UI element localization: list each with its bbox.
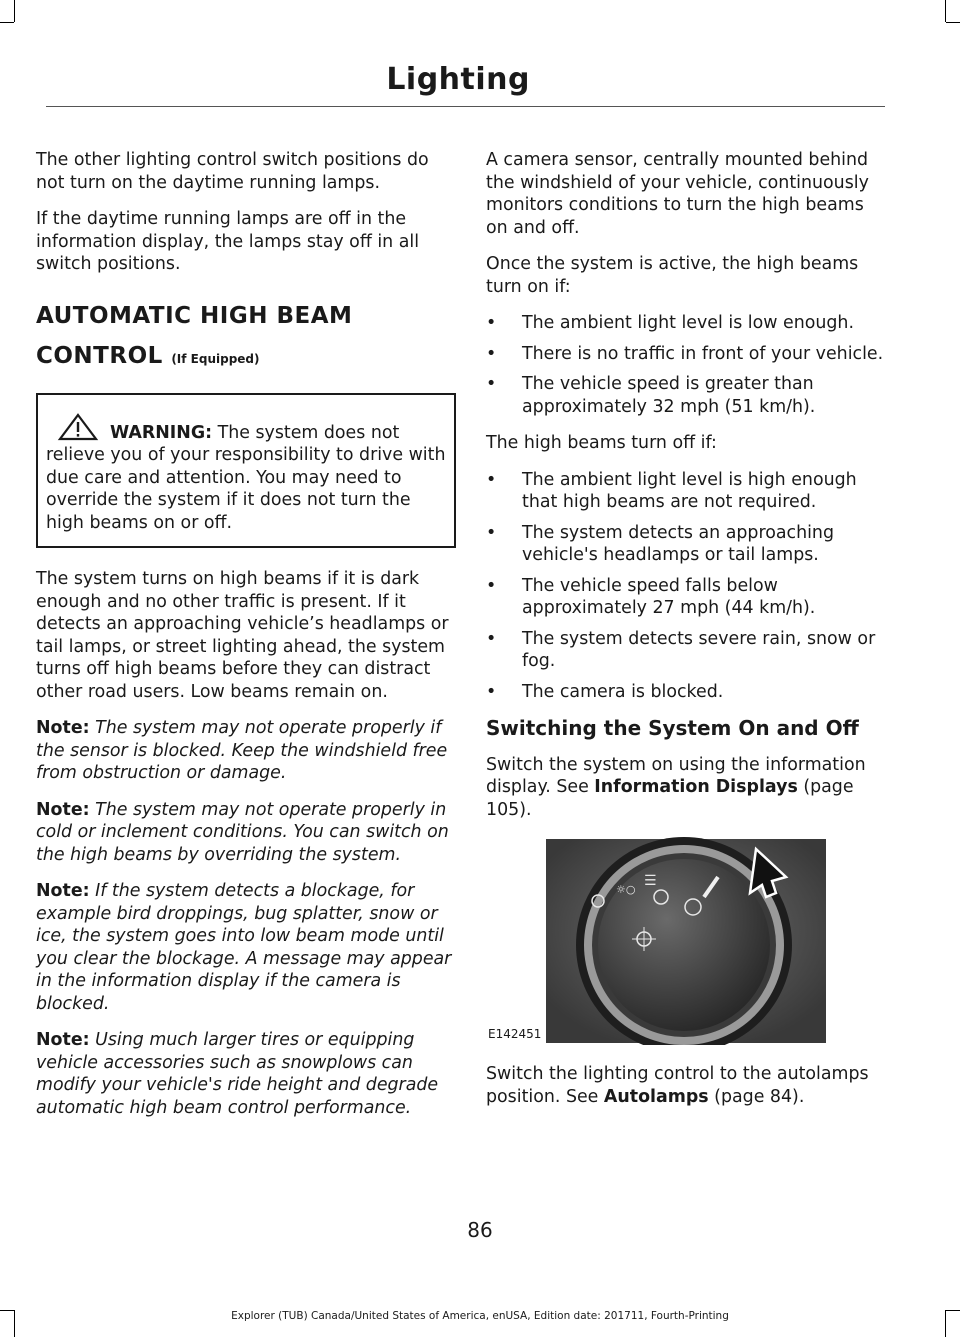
warning-triangle-icon [56, 413, 100, 441]
crop-mark [945, 0, 946, 22]
turn-on-list [486, 312, 886, 418]
left-column [36, 149, 456, 1133]
autolamps-page-ref: (page 84). [714, 1086, 805, 1107]
warning-box [36, 393, 456, 549]
note-2-text: The system may not operate properly in cold or inclement conditions. You can switch on the high beams by overriding the system. [36, 799, 449, 865]
list-item: • The camera is blocked. [486, 681, 886, 704]
note-label: Note: [36, 1030, 90, 1050]
list-item: • The vehicle speed falls below approximately 27 mph (44 km/h). [486, 575, 886, 620]
camera-paragraph: A camera sensor, centrally mounted behind the windshield of your vehicle, continuously monitors conditions to turn the high beams on and off. [486, 150, 869, 238]
list-item: • The ambient light level is low enough. [486, 312, 886, 335]
page-title: Lighting [386, 62, 530, 97]
heading-line-1: AUTOMATIC HIGH BEAM [36, 302, 353, 329]
svg-text:☼○: ☼○ [616, 883, 636, 896]
info-displays-link[interactable]: Information Displays [594, 777, 798, 797]
list-item: • The ambient light level is high enough that high beams are not required. [486, 469, 886, 514]
warning-text: The system does not relieve you of your responsibility to drive with due care and attention. You may need to override the system if it does not turn the high beams on or off. [46, 422, 446, 533]
switch-paragraph [486, 754, 886, 822]
subheading: Switching the System On and Off [486, 716, 859, 740]
page-number: 86 [467, 1218, 493, 1242]
list-item: • The system detects severe rain, snow or fog. [486, 628, 886, 673]
autolamps-text: Switch the lighting control to the autolamps position. See [486, 1064, 869, 1107]
note-4 [36, 1029, 456, 1119]
note-1 [36, 717, 456, 785]
note-1-text: The system may not operate properly if the sensor is blocked. Keep the windshield free from obstruction or damage. [36, 718, 448, 783]
note-4-text: Using much larger tires or equipping vehicle accessories such as snowplows can modify your vehicle's ride height and degrade automatic high beam control performance. [36, 1030, 439, 1118]
intro-paragraph-1: The other lighting control switch positions do not turn on the daytime running lamps. [36, 150, 429, 193]
section-heading [36, 296, 456, 379]
note-3 [36, 880, 456, 1015]
autolamps-paragraph [486, 1063, 886, 1108]
heading-line-2: CONTROL [36, 342, 163, 369]
list-item: • The vehicle speed is greater than approximately 32 mph (51 km/h). [486, 373, 886, 418]
warning-label: WARNING: [110, 422, 213, 443]
autolamps-link[interactable]: Autolamps [603, 1086, 709, 1107]
equipped-tag: (If Equipped) [171, 351, 260, 366]
note-2 [36, 799, 456, 867]
list-item: • The system detects an approaching vehicle's headlamps or tail lamps. [486, 522, 886, 567]
crop-mark [0, 22, 14, 23]
header-divider [46, 106, 885, 107]
note-label: Note: [36, 718, 90, 738]
list-item: • There is no traffic in front of your vehicle. [486, 343, 886, 366]
turn-off-intro: The high beams turn off if: [486, 433, 717, 453]
crop-mark [946, 22, 960, 23]
lighting-control-figure [486, 835, 886, 1045]
body-paragraph: The system turns on high beams if it is dark enough and no other traffic is present. If it detects an approaching vehicle’s headlamps or tail lamps, or street lighting ahead, the system turns off high beams before they can distract other road users. Low beams remain on. [36, 569, 449, 702]
note-label: Note: [36, 799, 90, 820]
intro-paragraph-2: If the daytime running lamps are off in the information display, the lamps stay off in all switch positions. [36, 209, 420, 274]
right-column [486, 149, 886, 1122]
turn-on-intro: Once the system is active, the high beams turn on if: [486, 254, 859, 297]
figure-label: E142451 [488, 1026, 542, 1041]
svg-text:☰: ☰ [644, 873, 657, 889]
switch-page-ref: (page 105). [486, 777, 854, 820]
footer-text: Explorer (TUB) Canada/United States of America, enUSA, Edition date: 201711, Fourth-Printing [231, 1310, 729, 1322]
crop-mark [14, 0, 15, 22]
switch-text: Switch the system on using the information display. See [486, 754, 866, 797]
note-3-text: If the system detects a blockage, for example bird droppings, bug splatter, snow or ice, the system goes into low beam mode until you clear the blockage. A message may appear in the information display if the camera is blocked. [36, 881, 452, 1014]
note-label: Note: [36, 881, 90, 901]
turn-off-list [486, 469, 886, 704]
lighting-control-illustration [486, 835, 886, 1045]
